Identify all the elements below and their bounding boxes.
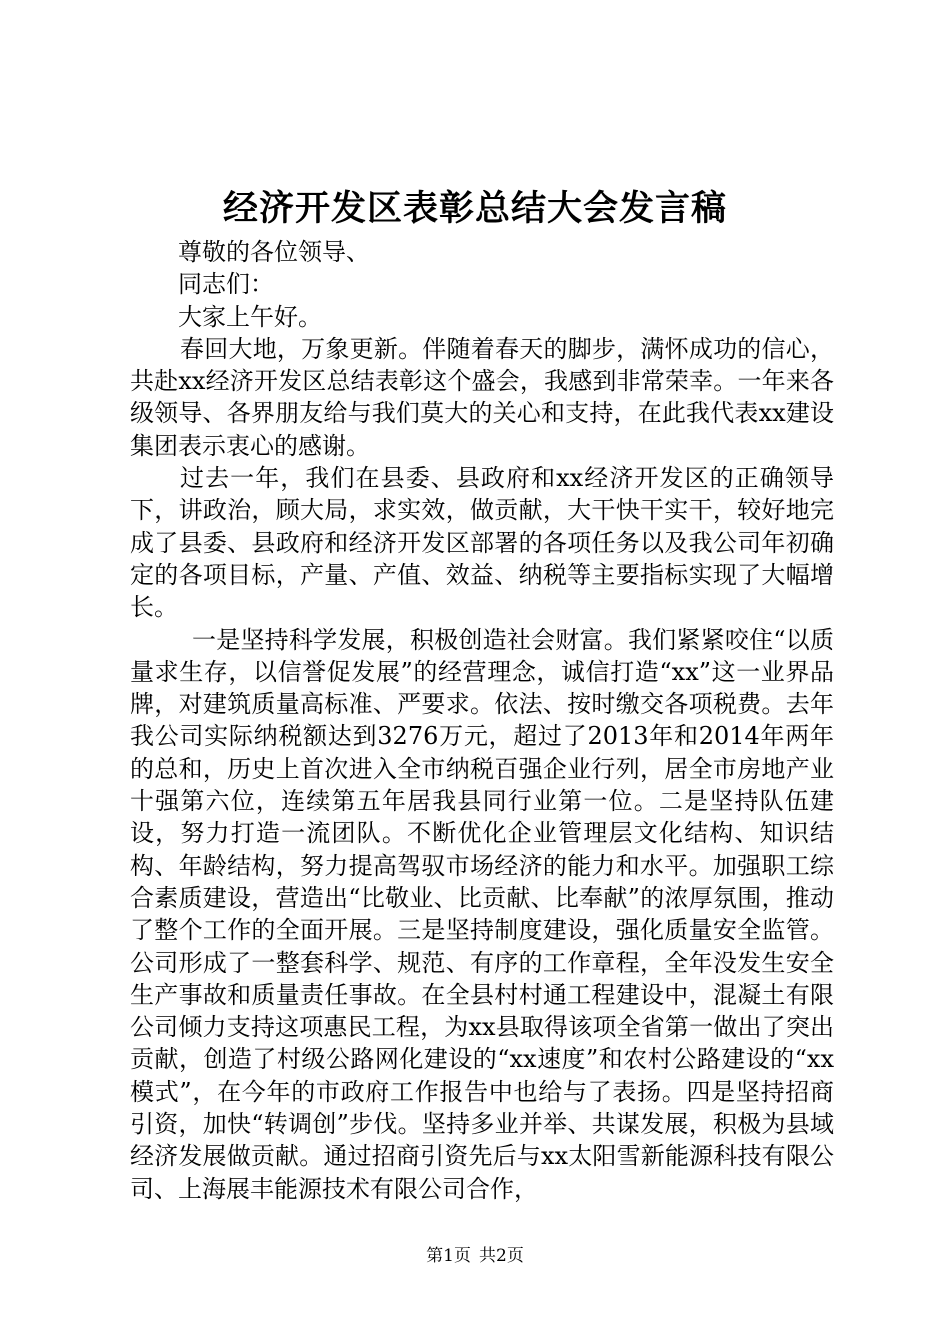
paragraph: 一是坚持科学发展，积极创造社会财富。我们紧紧咬住“以质量求生存，以信誉促发展”的经营理念，诚信打造“xx”这一业界品牌，对建筑质量高标准、严要求。依法、按时缴交各项税费。去年我公司实际纳税额达到3276万元，超过了2013年和2014年两年的总和，历史上首次进入全市纳税百强企业行列，居全市房地产业十强第六位，连续第五年居我县同行业第一位。二是坚持队伍建设，努力打造一流团队。不断优化企业管理层文化结构、知识结构、年龄结构，努力提高驾驭市场经济的能力和水平。加强职工综合素质建设，营造出“比敬业、比贡献、比奉献”的浓厚氛围，推动了整个工作的全面开展。三是坚持制度建设，强化质量安全监管。公司形成了一整套科学、规范、有序的工作章程，全年没发生安全生产事故和质量责任事故。在全县村村通工程建设中，混凝土有限公司倾力支持这项惠民工程，为xx县取得该项全省第一做出了突出贡献，创造了村级公路网化建设的“xx速度”和农村公路建设的“xx模式”，在今年的市政府工作报告中也给与了表扬。四是坚持招商引资，加快“转调创”步伐。坚持多业并举、共谋发展，积极为县域经济发展做贡献。通过招商引资先后与xx太阳雪新能源科技有限公司、上海展丰能源技术有限公司合作， <box>130 625 834 1203</box>
paragraph: 春回大地，万象更新。伴随着春天的脚步，满怀成功的信心，共赴xx经济开发区总结表彰这个盛会，我感到非常荣幸。一年来各级领导、各界朋友给与我们莫大的关心和支持，在此我代表xx建设集团表示衷心的感谢。 <box>130 334 834 460</box>
salutation-line: 尊敬的各位领导、 <box>178 238 370 266</box>
page-footer <box>0 1244 950 1268</box>
paragraph: 过去一年，我们在县委、县政府和xx经济开发区的正确领导下，讲政治，顾大局，求实效，做贡献，大干快干实干，较好地完成了县委、县政府和经济开发区部署的各项任务以及我公司年初确定的各项目标，产量、产值、效益、纳税等主要指标实现了大幅增长。 <box>130 464 834 622</box>
document-title: 经济开发区表彰总结大会发言稿 <box>222 188 727 229</box>
page-total: 共2页 <box>479 1246 524 1266</box>
greeting-line: 大家上午好。 <box>178 302 322 331</box>
page-number: 第1页 <box>426 1246 471 1266</box>
document-body <box>130 236 834 1205</box>
salutation-line: 同志们： <box>178 270 274 299</box>
